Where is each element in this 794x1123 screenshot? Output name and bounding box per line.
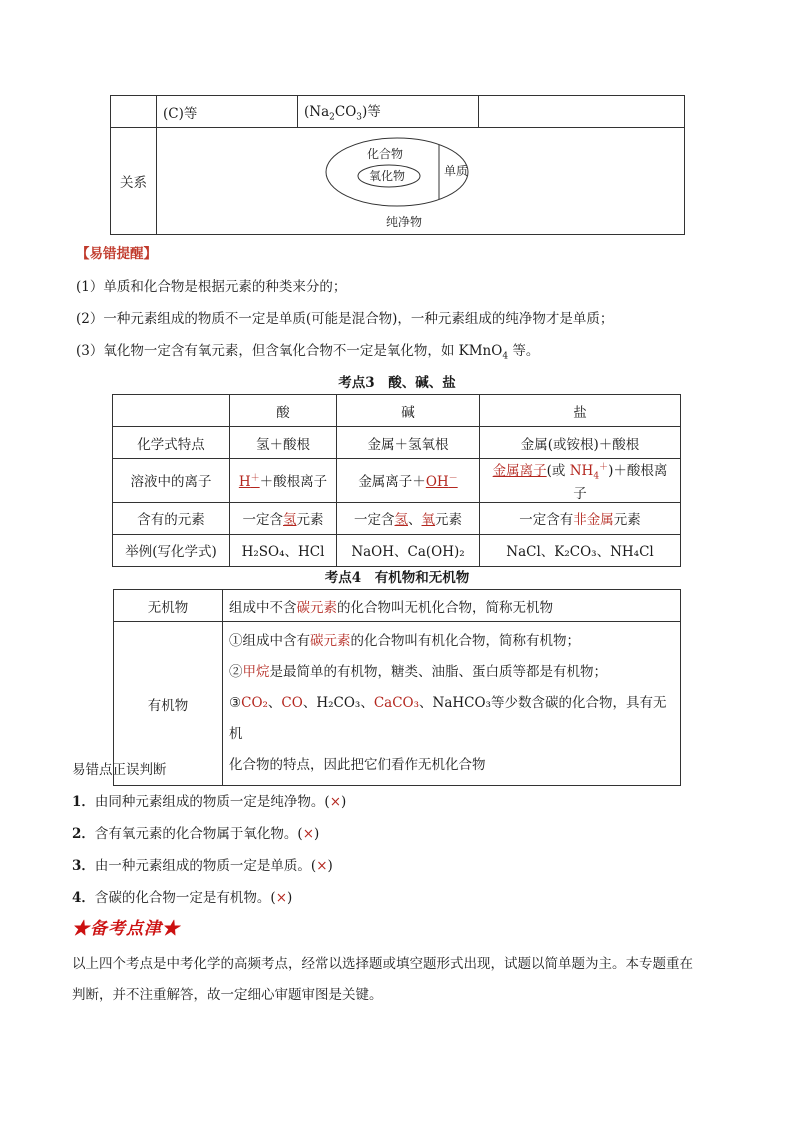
formula-acid: 氢＋酸根 — [230, 427, 337, 459]
example-label: 举例(写化学式) — [113, 534, 230, 566]
organic-line-2: ②甲烷是最简单的有机物，糖类、油脂、蛋白质等都是有机物； — [229, 664, 607, 680]
organic-line-4: 化合物的特点，因此把它们看作无机化合物 — [229, 757, 486, 773]
cell-empty-right — [479, 96, 685, 128]
pure-label: 纯净物 — [386, 215, 423, 229]
exam-para-line-2: 判断，并不注重解答，故一定细心审题审图是关键。 — [72, 987, 383, 1003]
judge-item-3: 3．由一种元素组成的物质一定是单质。(×) — [72, 858, 333, 874]
element-label: 单质 — [444, 164, 469, 178]
classification-table — [110, 95, 685, 235]
oxide-label: 氧化物 — [369, 169, 406, 183]
ion-base: 金属离子＋OH－ — [337, 459, 480, 503]
tip-item-2: (2）一种元素组成的物质不一定是单质(可能是混合物)，一种元素组成的纯净物才是单质； — [76, 311, 614, 327]
cell-compound-example: $(Na_2CO_3)$等 — [298, 96, 479, 128]
formula-salt: 金属(或铵根)＋酸根 — [480, 427, 681, 459]
exam-para-line-1: 以上四个考点是中考化学的高频考点，经常以选择题或填空题形式出现，试题以简单题为主。本专题重在 — [72, 956, 693, 972]
organic-line-3: ③CO₂、CO、H₂CO₃、CaCO₃、NaHCO₃等少数含碳的化合物，具有无机 — [229, 695, 667, 742]
organic-label: 有机物 — [114, 622, 223, 786]
inorganic-label: 无机物 — [114, 590, 223, 622]
relation-label: 关系 — [111, 128, 157, 235]
ion-salt: 金属离子(或 $NH_4^+)+$酸根离子 — [480, 459, 681, 503]
ion-acid: H＋＋酸根离子 — [230, 459, 337, 503]
tip-item-1: (1）单质和化合物是根据元素的种类来分的； — [76, 279, 347, 295]
element-salt: 一定含有非金属元素 — [480, 502, 681, 534]
header-salt: 盐 — [480, 395, 681, 427]
header-base: 碱 — [337, 395, 480, 427]
element-acid: 一定含氢元素 — [230, 502, 337, 534]
inorganic-desc: 组成中不含碳元素的化合物叫无机化合物，简称无机物 — [223, 590, 681, 622]
cell-empty — [111, 96, 157, 128]
organic-desc — [223, 622, 681, 786]
judge-item-1: 1．由同种元素组成的物质一定是纯净物。(×) — [72, 794, 347, 810]
compound-label: 化合物 — [367, 147, 404, 161]
cell-element-example: (C)等 — [157, 96, 298, 128]
judge-item-2: 2．含有氧元素的化合物属于氧化物。(×) — [72, 826, 320, 842]
organic-line-1: ①组成中含有碳元素的化合物叫有机化合物，简称有机物； — [229, 633, 580, 649]
organic-inorganic-table — [113, 589, 681, 786]
header-acid: 酸 — [230, 395, 337, 427]
example-base: NaOH、Ca(OH)₂ — [337, 534, 480, 566]
ion-label: 溶液中的离子 — [113, 459, 230, 503]
section3-title: 考点3 酸、碱、盐 — [338, 375, 456, 391]
example-salt: NaCl、K₂CO₃、NH₄Cl — [480, 534, 681, 566]
acid-base-salt-table — [112, 394, 681, 567]
tip-item-3: (3）氧化物一定含有氧元素，但含氧化合物不一定是氧化物，如 KMnO$_4$ 等。 — [76, 343, 540, 362]
header-empty — [113, 395, 230, 427]
example-acid: H₂SO₄、HCl — [230, 534, 337, 566]
formula-base: 金属＋氢氧根 — [337, 427, 480, 459]
section4-title: 考点4 有机物和无机物 — [324, 570, 470, 586]
element-base: 一定含氢、氧元素 — [337, 502, 480, 534]
exam-heading: ★备考点津★ — [72, 919, 180, 939]
judge-item-4: 4．含碳的化合物一定是有机物。(×) — [72, 890, 293, 906]
element-row-label: 含有的元素 — [113, 502, 230, 534]
judge-title: 易错点正误判断 — [72, 762, 167, 778]
tips-title: 【易错提醒】 — [76, 246, 157, 262]
relation-diagram — [157, 128, 684, 234]
formula-label: 化学式特点 — [113, 427, 230, 459]
relation-diagram-cell — [157, 128, 685, 235]
